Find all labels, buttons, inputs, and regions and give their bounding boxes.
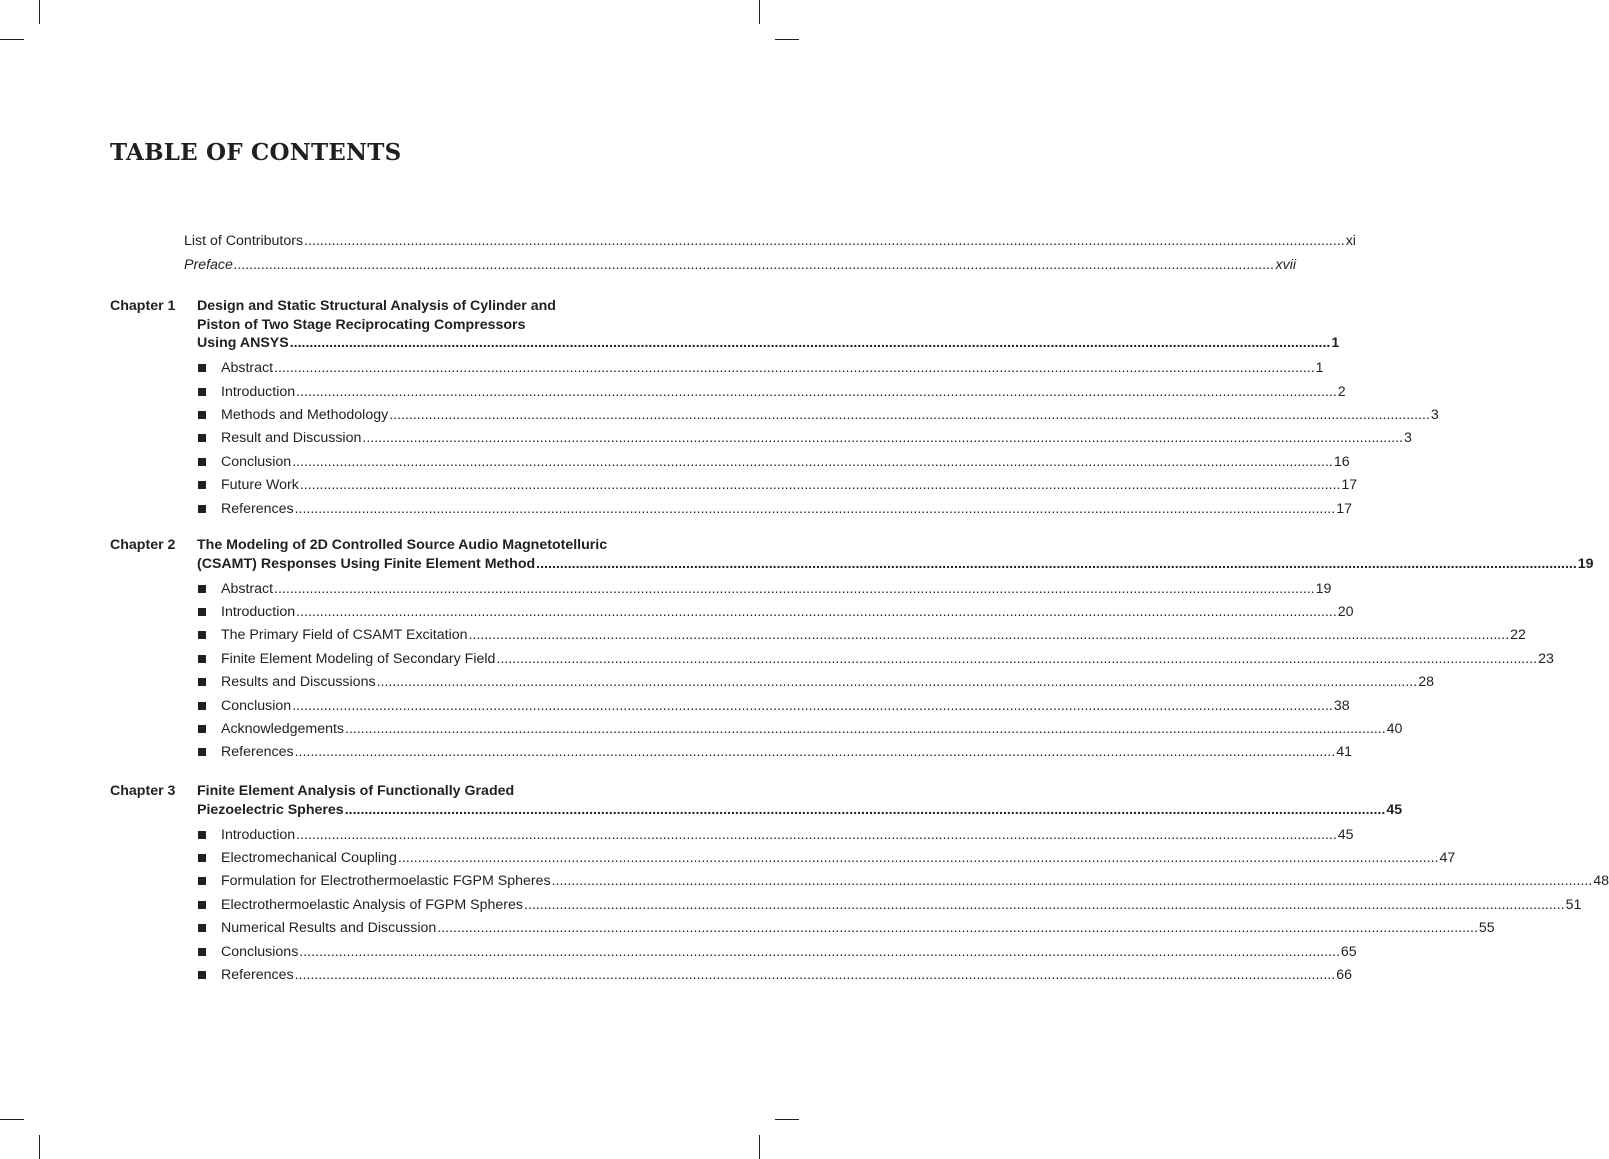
bullet-icon: [198, 725, 206, 733]
list-item[interactable]: [197, 427, 1412, 450]
list-item[interactable]: [197, 963, 1352, 986]
dot-leader: [496, 651, 1537, 667]
dot-leader: [292, 454, 1333, 470]
dot-leader: [295, 744, 1336, 760]
section-label: Future Work: [221, 477, 299, 494]
list-item[interactable]: [197, 717, 1403, 740]
chapter-label: Chapter 1: [110, 298, 176, 314]
crop-mark: [39, 1135, 40, 1159]
bullet-icon: [198, 971, 206, 979]
list-item[interactable]: [197, 893, 1582, 916]
bullet-icon: [198, 748, 206, 756]
list-item[interactable]: [197, 450, 1350, 473]
section-label: Abstract: [221, 360, 274, 377]
section-label: Introduction: [221, 826, 296, 843]
chapter-title[interactable]: [197, 782, 1403, 819]
list-item[interactable]: [197, 647, 1554, 670]
section-label: The Primary Field of CSAMT Excitation: [221, 627, 468, 644]
bullet-icon: [198, 411, 206, 419]
bullet-icon: [198, 678, 206, 686]
list-item[interactable]: [197, 741, 1352, 764]
section-page: 28: [1418, 674, 1434, 691]
dot-leader: [437, 920, 1478, 936]
chapter-title-line: Piezoelectric Spheres: [197, 801, 344, 818]
bullet-icon: [198, 388, 206, 396]
crop-mark: [759, 1135, 760, 1159]
dot-leader: [552, 873, 1593, 889]
chapter-title-line: The Modeling of 2D Controlled Source Audio Magnetotelluric: [197, 537, 608, 553]
list-item[interactable]: [197, 403, 1439, 426]
dot-leader: [345, 721, 1386, 737]
dot-leader: [274, 581, 1315, 597]
dot-leader: [299, 944, 1340, 960]
dot-leader: [274, 360, 1315, 376]
section-page: 20: [1337, 604, 1354, 621]
list-item[interactable]: [197, 473, 1358, 496]
dot-leader: [345, 801, 1386, 820]
dot-leader: [536, 555, 1577, 574]
dot-leader: [377, 674, 1418, 690]
list-item[interactable]: [197, 357, 1324, 380]
chapter-label: Chapter 3: [110, 783, 176, 799]
bullet-icon: [198, 655, 206, 663]
dot-leader: [296, 604, 1337, 620]
bullet-icon: [198, 608, 206, 616]
section-list: [197, 823, 1609, 987]
dot-leader: [524, 897, 1565, 913]
section-page: 40: [1386, 721, 1403, 738]
section-page: 17: [1341, 477, 1358, 494]
chapter-title-line: Design and Static Structural Analysis of Cylinder and: [197, 298, 556, 314]
list-item[interactable]: [197, 600, 1354, 623]
list-item[interactable]: [197, 497, 1352, 520]
dot-leader: [398, 850, 1439, 866]
section-page: 17: [1336, 500, 1352, 517]
crop-mark: [775, 1119, 799, 1120]
section-label: Result and Discussion: [221, 430, 362, 447]
section-page: 41: [1336, 744, 1352, 761]
chapter-page: 1: [1331, 335, 1340, 351]
chapter-title[interactable]: [197, 297, 1340, 353]
list-item[interactable]: [197, 694, 1350, 717]
section-label: Formulation for Electrothermoelastic FGPM Spheres: [221, 873, 551, 890]
section-label: Abstract: [221, 580, 274, 597]
crop-mark: [759, 0, 760, 24]
bullet-icon: [198, 458, 206, 466]
entry-page: xvii: [1275, 257, 1297, 273]
bullet-icon: [198, 481, 206, 489]
list-item[interactable]: [197, 917, 1495, 940]
section-list: [197, 357, 1439, 521]
section-label: Acknowledgements: [221, 721, 345, 738]
chapter-1: [110, 297, 1439, 520]
bullet-icon: [198, 434, 206, 442]
chapter-page: 19: [1577, 555, 1594, 572]
dot-leader: [362, 430, 1403, 446]
list-item[interactable]: [197, 624, 1526, 647]
list-item[interactable]: [197, 940, 1357, 963]
chapter-title[interactable]: [197, 536, 1594, 573]
section-label: Conclusions: [221, 943, 299, 960]
dot-leader: [296, 384, 1337, 400]
section-page: 48: [1593, 873, 1609, 890]
front-matter-list: [184, 229, 1356, 277]
dot-leader: [304, 229, 1345, 253]
section-page: 47: [1439, 850, 1456, 867]
dot-leader: [295, 501, 1336, 517]
bullet-icon: [198, 948, 206, 956]
section-page: 38: [1333, 697, 1350, 714]
chapter-page: 45: [1386, 801, 1403, 818]
section-page: 23: [1538, 650, 1554, 667]
chapter-title-line: (CSAMT) Responses Using Finite Element Method: [197, 555, 536, 572]
section-label: Methods and Methodology: [221, 406, 389, 423]
bullet-icon: [198, 831, 206, 839]
chapter-3: [110, 782, 1609, 987]
entry-label: Preface: [184, 257, 233, 273]
bullet-icon: [198, 505, 206, 513]
bullet-icon: [198, 364, 206, 372]
section-page: 66: [1336, 967, 1352, 984]
bullet-icon: [198, 901, 206, 909]
bullet-icon: [198, 854, 206, 862]
entry-label: List of Contributors: [184, 233, 304, 249]
section-label: References: [221, 500, 294, 517]
section-list: [197, 577, 1554, 764]
crop-mark: [775, 39, 799, 40]
dot-leader: [296, 827, 1337, 843]
bullet-icon: [198, 702, 206, 710]
chapter-title-line: Finite Element Analysis of Functionally Graded: [197, 783, 515, 799]
chapter-2: [110, 536, 1594, 764]
list-item[interactable]: [197, 671, 1434, 694]
entry-page: xi: [1345, 233, 1356, 249]
section-page: 16: [1333, 453, 1350, 470]
section-label: Conclusion: [221, 697, 292, 714]
dot-leader: [234, 253, 1275, 277]
list-item[interactable]: [197, 380, 1346, 403]
section-page: 19: [1315, 580, 1332, 597]
section-page: 22: [1510, 627, 1526, 644]
dot-leader: [290, 334, 1331, 353]
list-item[interactable]: [197, 870, 1609, 893]
dot-leader: [292, 698, 1333, 714]
crop-mark: [0, 39, 24, 40]
list-item[interactable]: [197, 577, 1332, 600]
section-page: 2: [1337, 383, 1346, 400]
section-label: Results and Discussions: [221, 674, 376, 691]
list-item[interactable]: [197, 846, 1456, 869]
section-label: Electromechanical Coupling: [221, 850, 397, 867]
section-page: 1: [1315, 360, 1324, 377]
chapter-label: Chapter 2: [110, 537, 176, 553]
bullet-icon: [198, 631, 206, 639]
section-label: References: [221, 744, 294, 761]
section-label: Finite Element Modeling of Secondary Field: [221, 650, 496, 667]
section-page: 65: [1340, 943, 1357, 960]
section-page: 3: [1430, 406, 1439, 423]
crop-mark: [39, 0, 40, 24]
section-page: 3: [1404, 430, 1412, 447]
section-label: Introduction: [221, 383, 296, 400]
bullet-icon: [198, 585, 206, 593]
toc-entry-preface[interactable]: [184, 253, 1297, 277]
chapter-title-line: Piston of Two Stage Reciprocating Compressors: [197, 316, 526, 333]
section-label: Electrothermoelastic Analysis of FGPM Spheres: [221, 896, 523, 913]
bullet-icon: [198, 877, 206, 885]
section-label: Conclusion: [221, 453, 292, 470]
bullet-icon: [198, 924, 206, 932]
section-page: 45: [1337, 826, 1354, 843]
section-page: 51: [1565, 896, 1582, 913]
section-label: References: [221, 967, 294, 984]
chapter-title-line: Using ANSYS: [197, 335, 289, 351]
dot-leader: [300, 477, 1341, 493]
section-label: Numerical Results and Discussion: [221, 920, 437, 937]
crop-mark: [0, 1119, 24, 1120]
list-item[interactable]: [197, 823, 1354, 846]
section-page: 55: [1478, 920, 1495, 937]
dot-leader: [469, 627, 1510, 643]
dot-leader: [389, 407, 1430, 423]
toc-entry-contributors[interactable]: [184, 229, 1356, 253]
dot-leader: [295, 967, 1336, 983]
section-label: Introduction: [221, 604, 296, 621]
page-title: TABLE OF CONTENTS: [110, 139, 402, 166]
